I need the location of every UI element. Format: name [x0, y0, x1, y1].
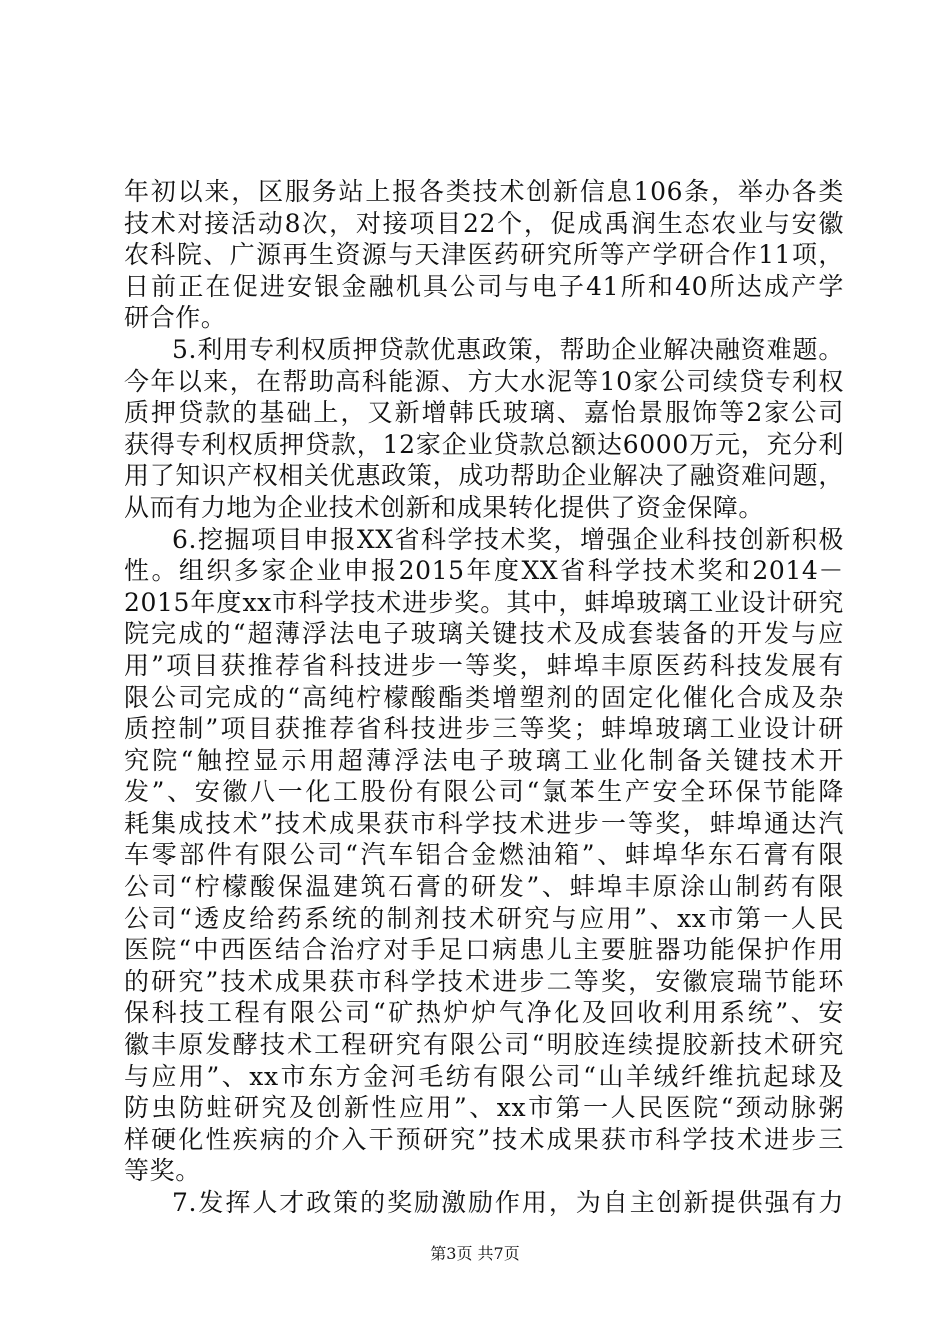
text-line: 车零部件有限公司“汽车铝合金燃油箱”、蚌埠华东石膏有限: [124, 840, 844, 870]
text-line: 7.发挥人才政策的奖励激励作用，为自主创新提供强有力: [172, 1188, 844, 1217]
text-line: 今年以来，在帮助高科能源、方大水泥等10家公司续贷专利权: [124, 366, 844, 396]
text-line: 公司“柠檬酸保温建筑石膏的研发”、蚌埠丰原涂山制药有限: [124, 872, 844, 902]
text-line: 与应用”、xx市东方金河毛纺有限公司“山羊绒纤维抗起球及: [124, 1061, 844, 1091]
text-line: 徽丰原发酵技术工程研究有限公司“明胶连续提胶新技术研究: [124, 1030, 844, 1060]
text-line: 年初以来，区服务站上报各类技术创新信息106条，举办各类: [124, 177, 844, 206]
page-footer: 第3页 共7页: [430, 1244, 520, 1263]
text-line: 防虫防蛀研究及创新性应用”、xx市第一人民医院“颈动脉粥: [124, 1093, 844, 1123]
text-line: 等奖。: [124, 1156, 201, 1186]
text-line: 用了知识产权相关优惠政策，成功帮助企业解决了融资难问题，: [124, 461, 844, 491]
text-line: 5.利用专利权质押贷款优惠政策，帮助企业解决融资难题。: [172, 334, 844, 364]
text-line: 质押贷款的基础上，又新增韩氏玻璃、嘉怡景服饰等2家公司: [124, 398, 844, 428]
text-line: 保科技工程有限公司“矿热炉炉气净化及回收利用系统”、安: [124, 998, 844, 1028]
text-line: 限公司完成的“高纯柠檬酸酯类增塑剂的固定化催化合成及杂: [124, 682, 844, 712]
text-line: 公司“透皮给药系统的制剂技术研究与应用”、xx市第一人民: [124, 903, 844, 933]
text-line: 日前正在促进安银金融机具公司与电子41所和40所达成产学: [124, 271, 844, 301]
text-line: 技术对接活动8次，对接项目22个，促成禹润生态农业与安徽: [124, 208, 844, 238]
text-line: 究院“触控显示用超薄浮法电子玻璃工业化制备关键技术开: [124, 745, 844, 775]
text-line: 院完成的“超薄浮法电子玻璃关键技术及成套装备的开发与应: [124, 619, 844, 649]
text-line: 用”项目获推荐省科技进步一等奖，蚌埠丰原医药科技发展有: [124, 650, 844, 680]
text-line: 发”、安徽八一化工股份有限公司“氯苯生产安全环保节能降: [124, 777, 844, 807]
text-line: 6.挖掘项目申报XX省科学技术奖，增强企业科技创新积极: [172, 524, 844, 554]
text-line: 质控制”项目获推荐省科技进步三等奖；蚌埠玻璃工业设计研: [124, 714, 844, 744]
text-line: 获得专利权质押贷款，12家企业贷款总额达6000万元，充分利: [124, 429, 844, 459]
text-line: 2015年度xx市科学技术进步奖。其中，蚌埠玻璃工业设计研究: [124, 587, 844, 617]
text-line: 样硬化性疾病的介入干预研究”技术成果获市科学技术进步三: [124, 1124, 844, 1154]
text-line: 的研究”技术成果获市科学技术进步二等奖，安徽宸瑞节能环: [124, 966, 844, 996]
text-line: 性。组织多家企业申报2015年度XX省科学技术奖和2014－: [124, 556, 844, 586]
body-text: [124, 176, 844, 1219]
text-line: 研合作。: [124, 303, 227, 333]
text-line: 农科院、广源再生资源与天津医药研究所等产学研合作11项，: [124, 240, 844, 270]
text-line: 从而有力地为企业技术创新和成果转化提供了资金保障。: [124, 492, 765, 522]
text-line: 医院“中西医结合治疗对手足口病患儿主要脏器功能保护作用: [124, 935, 844, 965]
text-line: 耗集成技术”技术成果获市科学技术进步一等奖，蚌埠通达汽: [124, 808, 844, 838]
